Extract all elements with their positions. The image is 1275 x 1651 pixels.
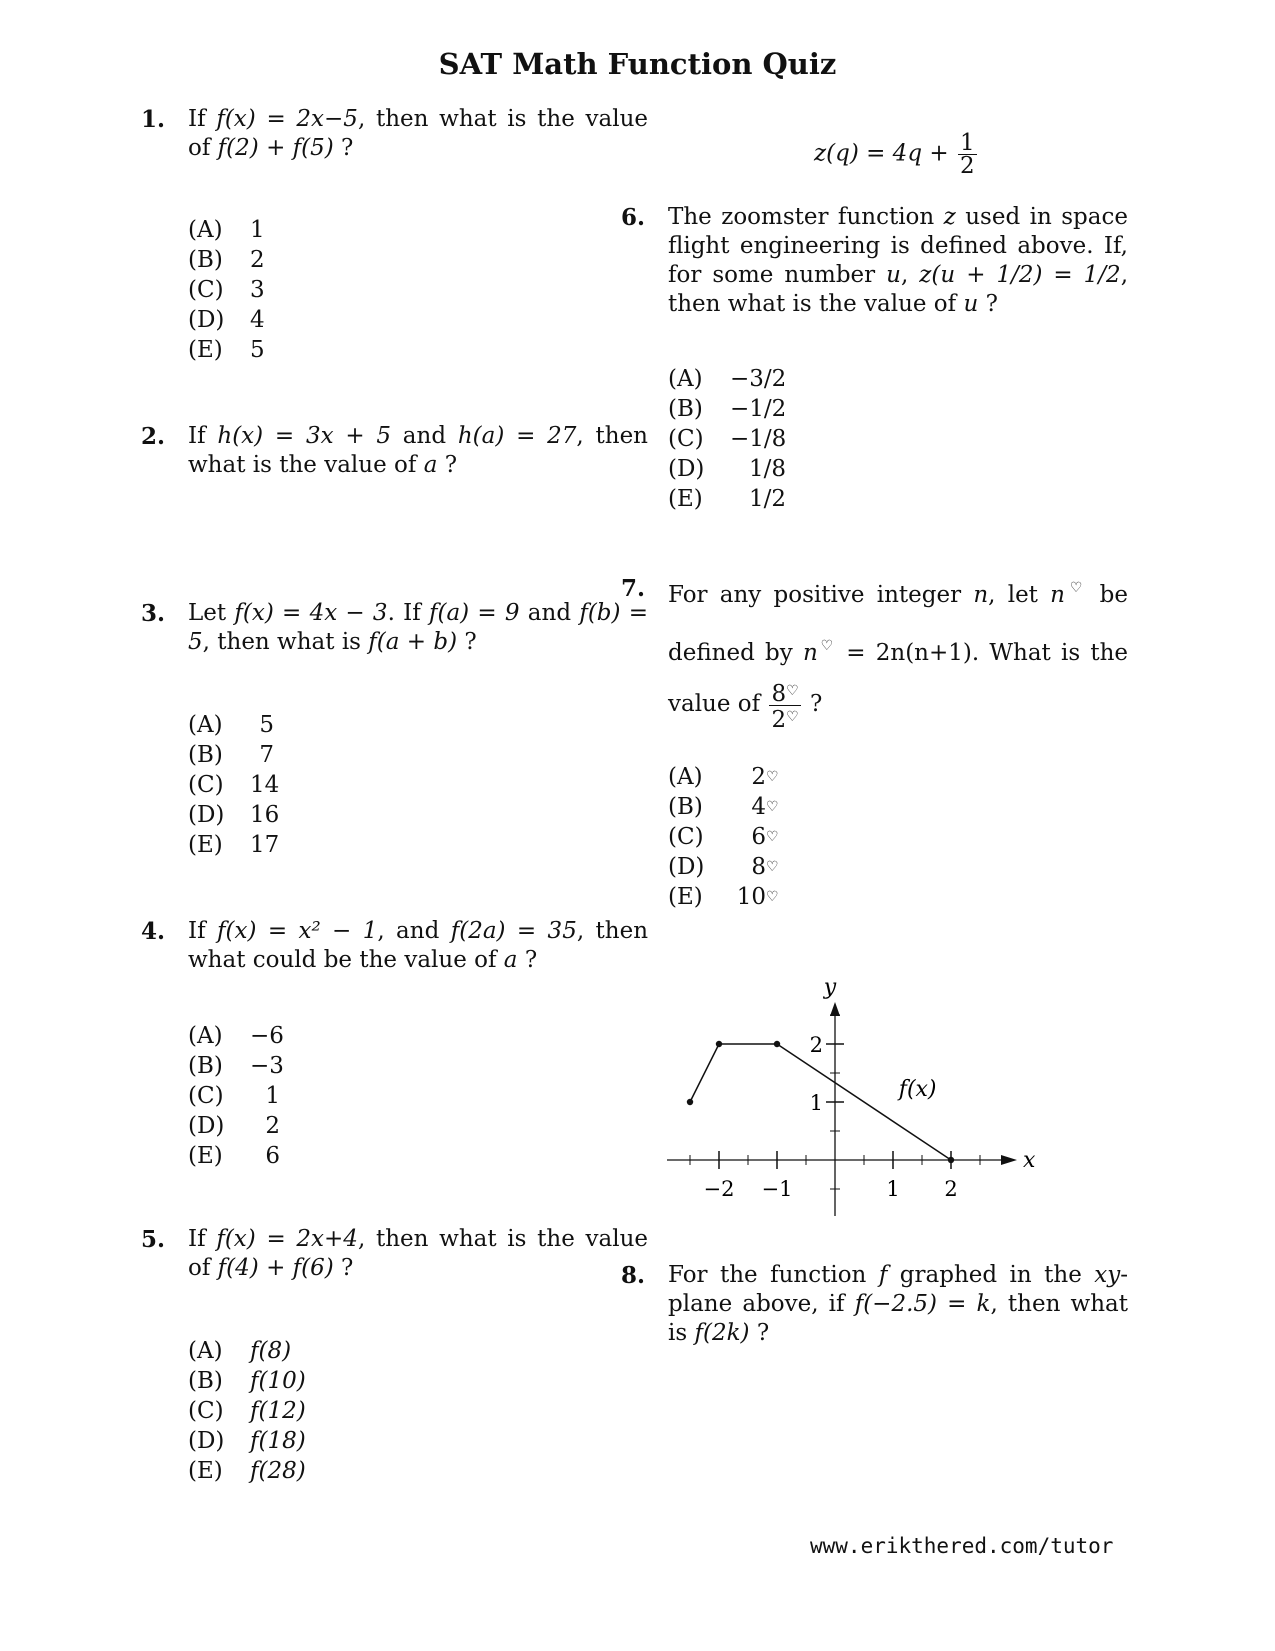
question-1 xyxy=(141,105,648,163)
choice-a[interactable]: (A) f(8) xyxy=(188,1338,292,1364)
question-number: 5. xyxy=(141,1226,166,1253)
choice-e[interactable]: (E) f(28) xyxy=(188,1458,306,1484)
choices-6 xyxy=(668,364,786,514)
y-tick-label: 1 xyxy=(809,1091,823,1115)
choices-5 xyxy=(188,1336,306,1486)
y-tick-label: 2 xyxy=(809,1033,823,1057)
question-7 xyxy=(621,563,1128,733)
zoomster-formula: z(q) = 4q + $\frac{1}{2}$ xyxy=(814,130,975,179)
x-axis-arrow xyxy=(1001,1155,1017,1165)
choice-d[interactable]: (D) 2 xyxy=(188,1113,280,1139)
footer-url[interactable]: www.erikthered.com/tutor xyxy=(810,1534,1114,1558)
choice-e[interactable]: (E) 5 xyxy=(188,337,265,363)
choice-d[interactable]: (D) 16 xyxy=(188,802,280,828)
question-number: 7. xyxy=(621,575,646,602)
choice-b[interactable]: (B) 7 xyxy=(188,742,274,768)
choice-b[interactable]: (B) 4 ♡ xyxy=(668,794,779,820)
question-number: 8. xyxy=(621,1262,646,1289)
question-text: Let f(x) = 4x − 3. If f(a) = 9 and f(b) = 5, then what is f(a + b) ? xyxy=(188,600,649,655)
graph-point xyxy=(948,1157,954,1163)
question-text: The zoomster function z used in space flight engineering is defined above. If, for some number u, z(u + 1/2) = 1/2, then what is the value of u ? xyxy=(668,204,1129,317)
question-2 xyxy=(141,422,648,480)
choices-1 xyxy=(188,215,306,365)
question-4 xyxy=(141,917,649,975)
question-text: If f(x) = x² − 1, and f(2a) = 35, then what could be the value of a ? xyxy=(188,918,649,973)
choice-a[interactable]: (A) −3/2 xyxy=(668,366,787,392)
x-tick-label: 2 xyxy=(944,1177,958,1201)
choice-c[interactable]: (C) 14 xyxy=(188,772,280,798)
choice-e[interactable]: (E) 10 ♡ xyxy=(668,884,779,910)
function-graph xyxy=(655,960,1075,1250)
x-tick-label: −2 xyxy=(703,1177,735,1201)
choice-c[interactable]: (C) −1/8 xyxy=(668,426,787,452)
graph-point xyxy=(716,1041,722,1047)
question-number: 1. xyxy=(141,106,166,133)
question-text: For any positive integer n, let n♡ be defined by n♡ = 2n(n+1). What is the value of $\frac{8^♡}{2^♡}$ ? xyxy=(668,580,1128,733)
choice-d[interactable]: (D) 8 ♡ xyxy=(668,854,779,880)
y-axis-arrow xyxy=(830,1002,840,1016)
y-axis-label: y xyxy=(823,975,837,1000)
graph-point xyxy=(687,1099,693,1105)
choice-b[interactable]: (B) −1/2 xyxy=(668,396,787,422)
question-6 xyxy=(621,203,1129,319)
choice-d[interactable]: (D) 1/8 xyxy=(668,456,786,482)
choice-e[interactable]: (E) 1/2 xyxy=(668,486,786,512)
choice-c[interactable]: (C) 3 xyxy=(188,277,265,303)
question-3 xyxy=(141,599,649,657)
choices-3 xyxy=(188,710,279,860)
question-text: For the function f graphed in the xy-plane above, if f(−2.5) = k, then what is f(2k) ? xyxy=(668,1262,1129,1346)
choice-a[interactable]: (A) 1 xyxy=(188,217,265,243)
question-number: 4. xyxy=(141,918,166,945)
x-tick-label: −1 xyxy=(761,1177,793,1201)
question-text: If f(x) = 2x+4, then what is the value of f(4) + f(6) ? xyxy=(188,1226,648,1281)
choice-b[interactable]: (B) f(10) xyxy=(188,1368,306,1394)
choice-c[interactable]: (C) 6 ♡ xyxy=(668,824,779,850)
graph-point xyxy=(774,1041,780,1047)
choices-4 xyxy=(188,1021,284,1171)
choice-d[interactable]: (D) f(18) xyxy=(188,1428,306,1454)
choice-c[interactable]: (C) 1 xyxy=(188,1083,280,1109)
question-number: 2. xyxy=(141,423,166,450)
choice-d[interactable]: (D) 4 xyxy=(188,307,265,333)
question-5 xyxy=(141,1225,648,1283)
question-number: 6. xyxy=(621,204,646,231)
question-8 xyxy=(621,1261,1129,1348)
choice-a[interactable]: (A) 2 ♡ xyxy=(668,764,779,790)
question-number: 3. xyxy=(141,600,166,627)
x-axis-label: x xyxy=(1023,1148,1036,1173)
curve-label: f(x) xyxy=(898,1077,937,1103)
choice-e[interactable]: (E) 6 xyxy=(188,1143,280,1169)
choice-c[interactable]: (C) f(12) xyxy=(188,1398,306,1424)
question-text: If f(x) = 2x−5, then what is the value of f(2) + f(5) ? xyxy=(188,106,648,161)
choices-7 xyxy=(668,762,779,912)
page-title: SAT Math Function Quiz xyxy=(438,47,837,81)
x-tick-label: 1 xyxy=(886,1177,900,1201)
choice-b[interactable]: (B) −3 xyxy=(188,1053,284,1079)
question-text: If h(x) = 3x + 5 and h(a) = 27, then what is the value of a ? xyxy=(188,423,648,478)
choice-a[interactable]: (A) 5 xyxy=(188,712,274,738)
choice-e[interactable]: (E) 17 xyxy=(188,832,280,858)
choice-a[interactable]: (A) −6 xyxy=(188,1023,284,1049)
choice-b[interactable]: (B) 2 xyxy=(188,247,265,273)
